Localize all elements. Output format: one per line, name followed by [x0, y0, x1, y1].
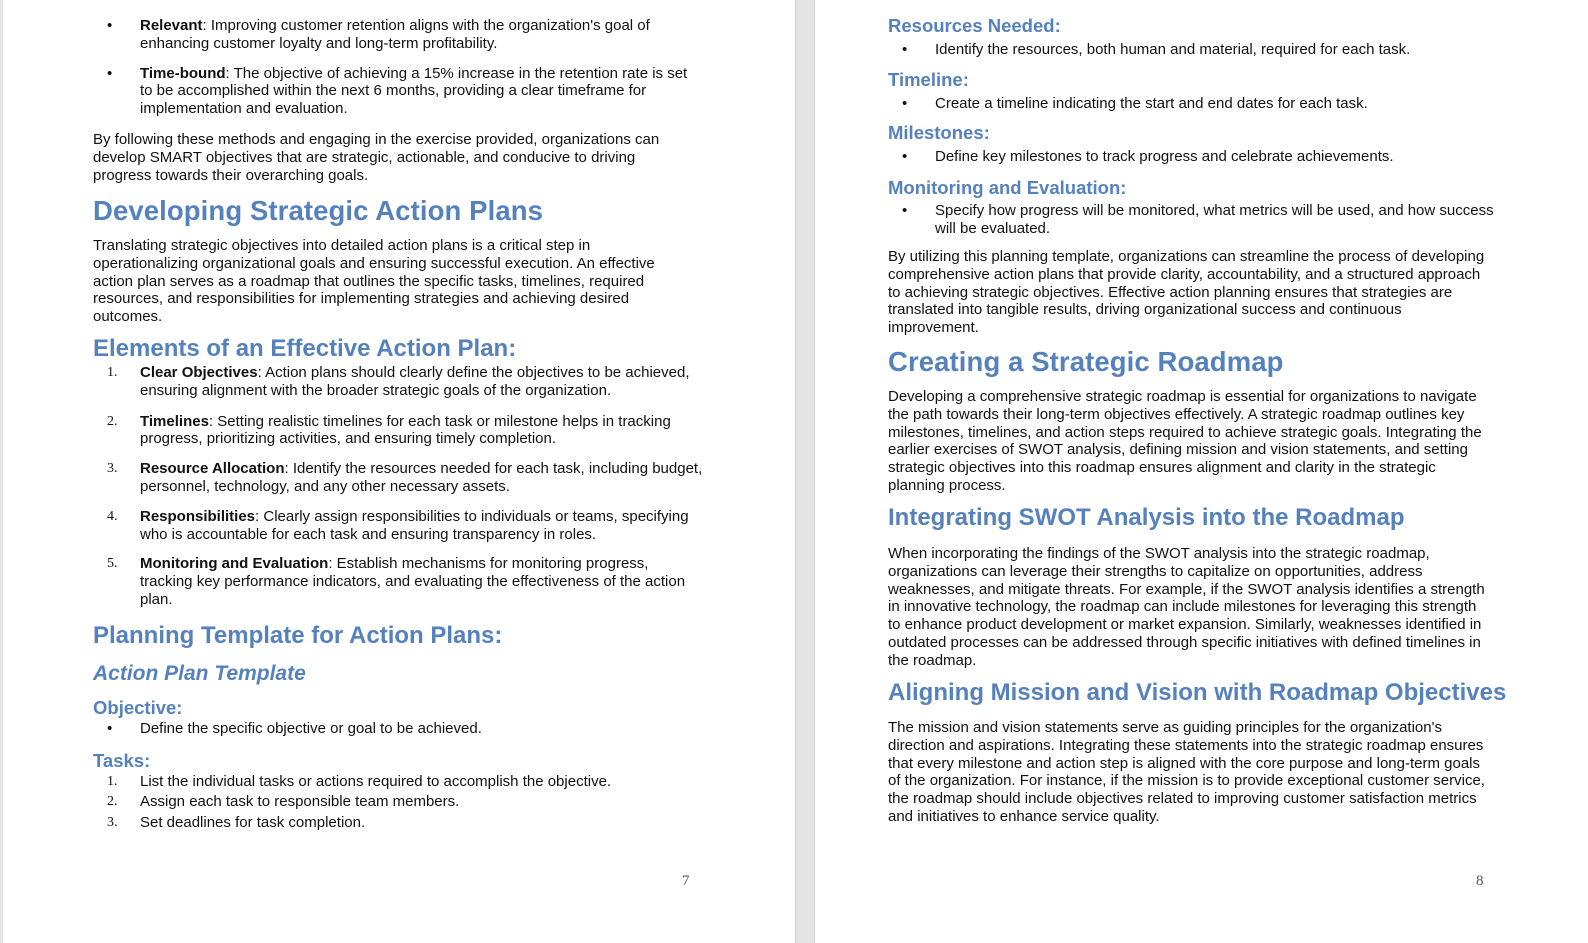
list-number: 3. — [107, 814, 118, 830]
list-number: 2. — [107, 413, 118, 429]
element-term: Responsibilities — [140, 507, 256, 525]
list-number: 1. — [107, 365, 118, 380]
list-item: • Create a timeline indicating the start and end dates for each task. — [888, 95, 1508, 113]
timeline-list — [888, 95, 1508, 113]
element-term: Monitoring and Evaluation — [140, 555, 329, 573]
monitoring-label: Monitoring and Evaluation: — [888, 177, 1127, 198]
task-text: List the individual tasks or actions required to accomplish the objective. — [140, 773, 612, 790]
tasks-list — [93, 773, 703, 831]
list-item — [93, 364, 703, 400]
mission-heading: Aligning Mission and Vision with Roadmap Objectives — [888, 679, 1507, 706]
list-number: 3. — [107, 461, 118, 477]
elements-heading: Elements of an Effective Action Plan: — [93, 335, 517, 362]
mission-paragraph: The mission and vision statements serve as guiding principles for the organization's direction and aspirations. Integrating these statements into the strategic roadmap ensures that every milestone and action step is aligned with the core purpose and long-term goals of the organization. For instance, if the mission is to provide exceptional customer service, the roadmap should include objectives related to improving customer satisfaction metrics and initiatives to enhance service quality. — [888, 719, 1485, 825]
list-item — [93, 413, 703, 449]
milestones-list — [888, 148, 1508, 166]
list-item — [93, 793, 703, 811]
smart-list — [93, 17, 703, 118]
list-item — [93, 508, 703, 544]
page-gutter — [795, 0, 815, 943]
list-item — [93, 814, 703, 832]
element-text: : Identify the resources needed for each task, including budget, personnel, technology, and any other necessary assets. — [140, 460, 703, 495]
element-text: : Clearly assign responsibilities to individuals or teams, specifying who is accountable for each task and ensuring transparency in roles. — [140, 507, 689, 543]
smart-conclusion: By following these methods and engaging in the exercise provided, organizations can develop SMART objectives that are strategic, actionable, and conducive to driving progress towards their overarching goals. — [93, 131, 660, 184]
document-page-left — [3, 0, 795, 943]
smart-term: Relevant — [140, 17, 203, 34]
list-item: • Define the specific objective or goal to be achieved. — [93, 720, 703, 738]
list-number: 5. — [107, 556, 118, 572]
objective-label: Objective: — [93, 697, 183, 718]
smart-text: : The objective of achieving a 15% increase in the retention rate is set to be accomplished within the next 6 months, providing a clear timeframe for implementation and evaluation. — [140, 64, 688, 118]
template-heading: Planning Template for Action Plans: — [93, 622, 503, 649]
objective-list — [93, 720, 703, 738]
list-number: 1. — [107, 774, 118, 789]
resources-list — [888, 41, 1508, 59]
elements-list — [93, 364, 703, 609]
element-text: : Establish mechanisms for monitoring progress, tracking key performance indicators, and evaluating the effectiveness of the action plan. — [140, 555, 686, 608]
smart-term: Time-bound — [140, 64, 226, 82]
list-item: • Identify the resources, both human and material, required for each task. — [888, 41, 1508, 59]
template-conclusion: By utilizing this planning template, organizations can streamline the process of developing comprehensive action plans that provide clarity, accountability, and a structured approach to achieving strategic objectives. Effective action planning ensures that strategies are translated into tangible results, driving organizational success and continuous improvement. — [888, 248, 1485, 337]
monitoring-list — [888, 202, 1508, 238]
list-item: • Specify how progress will be monitored, what metrics will be used, and how success will be evaluated. — [888, 202, 1508, 238]
element-term: Timelines — [140, 412, 209, 430]
list-item — [93, 555, 703, 608]
smart-text: : Improving customer retention aligns with the organization's goal of enhancing customer loyalty and long-term profitability. — [140, 17, 650, 52]
resources-label: Resources Needed: — [888, 15, 1061, 36]
element-text: : Setting realistic timelines for each task or milestone helps in tracking progress, prioritizing activities, and ensuring timely completion. — [140, 412, 671, 448]
swot-paragraph: When incorporating the findings of the SWOT analysis into the strategic roadmap, organizations can leverage their strengths to capitalize on opportunities, address weaknesses, and mitigate threats. For example, if the SWOT analysis identifies a strength in innovative technology, the roadmap can include milestones for leveraging this strength to enhance product development or market expansion. Similarly, weaknesses identified in outdated processes can be addressed through specific initiatives with defined timelines in the roadmap. — [888, 545, 1485, 669]
list-item — [93, 17, 703, 53]
page-number: 7 — [682, 873, 690, 889]
document-page-right — [815, 0, 1588, 943]
list-item — [93, 773, 703, 791]
list-item — [93, 460, 703, 496]
list-item — [93, 65, 703, 118]
swot-heading: Integrating SWOT Analysis into the Roadmap — [888, 504, 1405, 531]
element-text: : Action plans should clearly define the objectives to be achieved, ensuring alignment with the broader strategic goals of the organization. — [140, 364, 690, 399]
section-heading: Developing Strategic Action Plans — [93, 195, 544, 226]
list-number: 4. — [107, 508, 118, 524]
task-text: Assign each task to responsible team members. — [140, 793, 460, 811]
timeline-label: Timeline: — [888, 69, 969, 90]
page-number: 8 — [1476, 873, 1484, 889]
section-heading: Creating a Strategic Roadmap — [888, 346, 1284, 377]
element-term: Resource Allocation — [140, 460, 285, 478]
list-item: • Define key milestones to track progress and celebrate achievements. — [888, 148, 1508, 166]
tasks-label: Tasks: — [93, 750, 151, 771]
section-intro: Translating strategic objectives into detailed action plans is a critical step in operationalizing organizational goals and ensuring successful execution. An effective action plan serves as a roadmap that outlines the specific tasks, timelines, required resources, and responsibilities for implementing strategies and achieving desired outcomes. — [93, 237, 655, 326]
list-number: 2. — [107, 794, 118, 810]
task-text: Set deadlines for task completion. — [140, 813, 366, 831]
roadmap-paragraph: Developing a comprehensive strategic roadmap is essential for organizations to navigate the path towards their long-term objectives effectively. A strategic roadmap outlines key milestones, timelines, and action steps required to achieve strategic goals. Integrating the earlier exercises of SWOT analysis, defining mission and vision statements, and setting strategic objectives into this roadmap ensures alignment and clarity in the strategic planning process. — [888, 388, 1482, 494]
element-term: Clear Objectives — [140, 364, 258, 381]
template-title: Action Plan Template — [93, 662, 306, 685]
milestones-label: Milestones: — [888, 122, 990, 143]
